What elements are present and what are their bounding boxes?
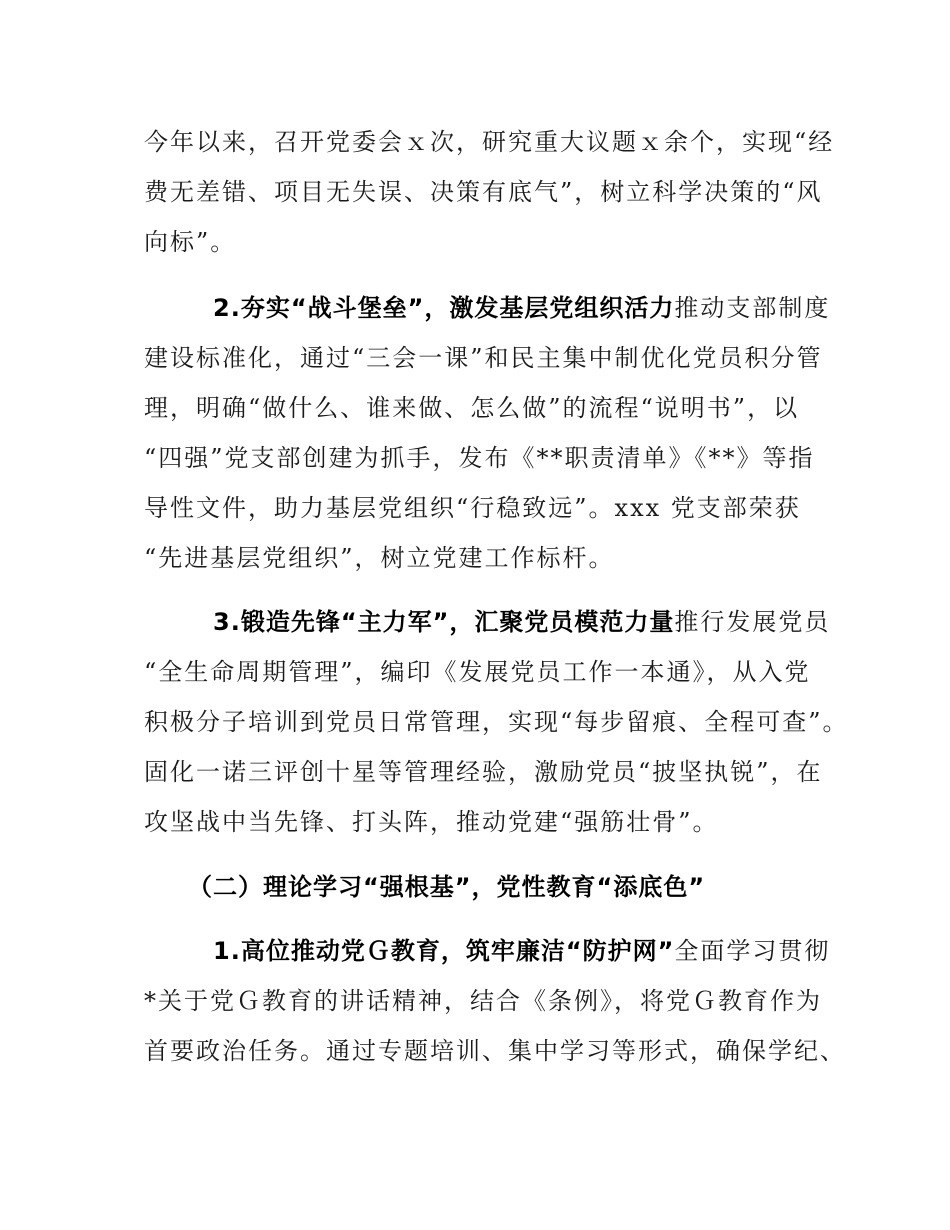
para1-line-1: 今年以来，召开党委会ｘ次，研究重大议题ｘ余个，实现“经: [144, 128, 835, 156]
para2-line-6: “先进基层党组织”，树立党建工作标杆。: [144, 544, 615, 572]
para2-line-5: 导性文件，助力基层党组织“行稳致远”。xxx 党支部荣获: [144, 494, 801, 522]
para2-first-line: [213, 293, 830, 323]
para3-line-2: “全生命周期管理”，编印《发展党员工作一本通》，从入党: [144, 658, 811, 686]
para3-first-line: [213, 607, 830, 637]
para3-line-4: 固化一诺三评创十星等管理经验，激励党员“披坚执锐”，在: [144, 758, 823, 786]
section-heading: （二）理论学习“强根基”，党性教育“添底色”: [188, 873, 706, 901]
para4-line-2: *关于党Ｇ教育的讲话精神，结合《条例》，将党Ｇ教育作为: [144, 987, 822, 1015]
para3-line-5: 攻坚战中当先锋、打头阵，推动党建“强筋壮骨”。: [144, 808, 719, 836]
para3-first-line-rest: 推行发展党员: [674, 608, 831, 636]
para4-first-line: [213, 936, 830, 966]
para2-line-4: “四强”党支部创建为抓手，发布《**职责清单》《**》等指: [144, 444, 815, 472]
para3-line-3: 积极分子培训到党员日常管理，实现“每步留痕、全程可查”。: [144, 708, 849, 736]
para4-first-line-rest: 全面学习贯彻: [674, 937, 831, 965]
para2-line-3: 理，明确“做什么、谁来做、怎么做”的流程“说明书”，以: [144, 394, 800, 422]
para4-line-3: 首要政治任务。通过专题培训、集中学习等形式，确保学纪、: [144, 1037, 846, 1065]
para3-title: 3.锻造先锋“主力军”，汇聚党员模范力量: [213, 608, 675, 636]
para4-title: 1.高位推动党Ｇ教育，筑牢廉洁“防护网”: [213, 937, 675, 965]
para2-first-line-rest: 推动支部制度: [674, 294, 831, 322]
para1-line-2: 费无差错、项目无失误、决策有底气”，树立科学决策的“风: [144, 178, 823, 206]
para2-line-2: 建设标准化，通过“三会一课”和民主集中制优化党员积分管: [144, 344, 823, 372]
para1-line-3: 向标”。: [144, 228, 237, 256]
para2-title: 2.夯实“战斗堡垒”，激发基层党组织活力: [213, 294, 675, 322]
